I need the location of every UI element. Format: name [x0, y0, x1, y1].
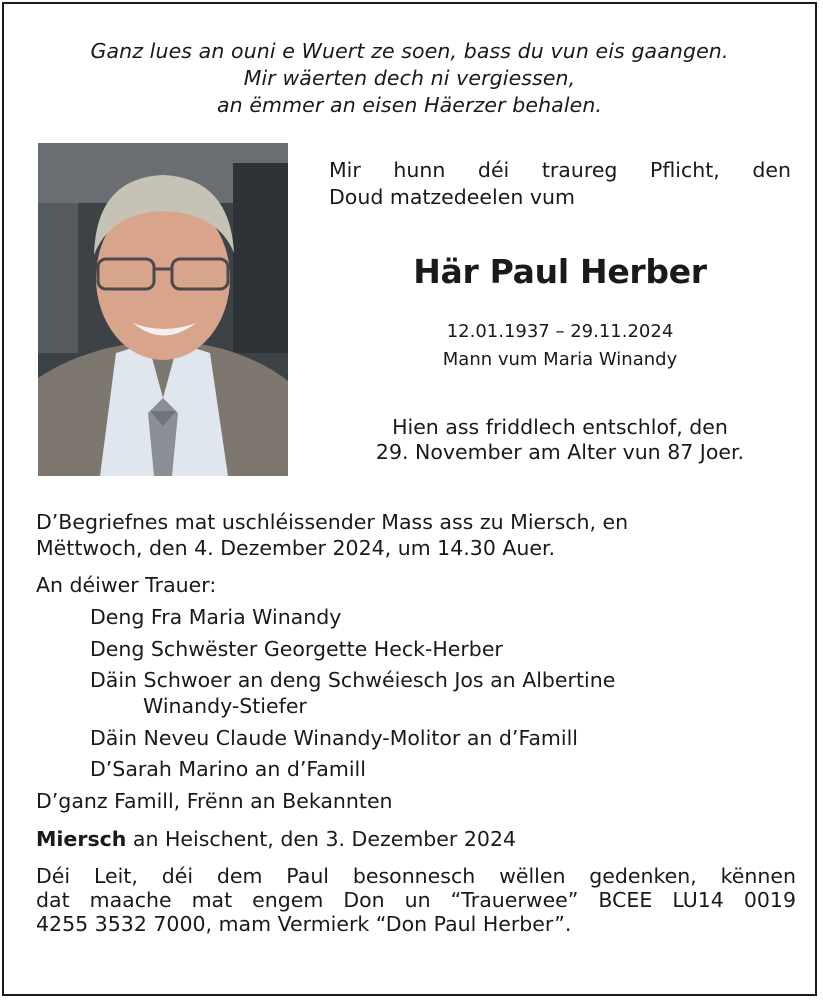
- place-name: Miersch: [36, 826, 127, 851]
- death-notice: [2, 2, 817, 996]
- mourner-line: Deng Schwëster Georgette Heck-Herber: [90, 636, 503, 661]
- verse-line: an ëmmer an eisen Häerzer behalen.: [216, 93, 603, 117]
- list-item: [36, 756, 796, 782]
- mourner-line-continued: Winandy-Stiefer: [143, 694, 307, 718]
- list-item: [36, 667, 796, 719]
- donation-info: [36, 864, 796, 936]
- mourner-line: Deng Fra Maria Winandy: [90, 605, 342, 629]
- mourner-line: D’Sarah Marino an d’Famill: [90, 757, 366, 781]
- memorial-verse: [4, 38, 815, 119]
- portrait-photo-icon: [38, 143, 288, 476]
- funeral-line: Mëttwoch, den 4. Dezember 2024, um 14.30 Auer.: [36, 536, 556, 560]
- passing-line: 29. November am Alter vun 87 Joer.: [375, 440, 745, 464]
- mourners-title: An déiwer Trauer:: [36, 573, 217, 597]
- lifespan-block: [310, 318, 810, 374]
- spouse-line: Mann vum Maria Winandy: [442, 349, 678, 370]
- mourners-list: [36, 604, 796, 782]
- verse-line: Ganz lues an ouni e Wuert ze soen, bass du vun eis gaangen.: [90, 39, 729, 63]
- donation-line: Déi Leit, déi dem Paul besonnesch wëllen gedenken, kënnen: [36, 863, 796, 888]
- verse-line: Mir wäerten dech ni vergiessen,: [243, 66, 576, 90]
- place-date: [36, 826, 796, 852]
- intro-line: Doud matzedeelen vum: [329, 185, 575, 209]
- list-item: [36, 725, 796, 751]
- donation-line: dat maache mat engem Don un “Trauerwee” BCEE LU14 0019: [36, 887, 796, 912]
- funeral-info: [36, 509, 796, 561]
- notice-body: [36, 509, 796, 936]
- place-date-text: an Heischent, den 3. Dezember 2024: [132, 826, 517, 851]
- passing-text: [310, 415, 810, 465]
- list-item: [36, 636, 796, 662]
- list-item: [36, 604, 796, 630]
- intro-text: [329, 157, 791, 211]
- intro-line: Mir hunn déi traureg Pflicht, den: [329, 158, 791, 182]
- mourner-line: Däin Neveu Claude Winandy-Molitor an d’Famill: [90, 725, 578, 750]
- portrait-photo: [38, 143, 288, 476]
- funeral-line: D’Begriefnes mat uschléissender Mass ass zu Miersch, en: [36, 510, 629, 534]
- passing-line: Hien ass friddlech entschlof, den: [392, 415, 728, 439]
- family-line: D’ganz Famill, Frënn an Bekannten: [36, 788, 393, 813]
- mourner-line: Däin Schwoer an deng Schwéiesch Jos an Albertine: [90, 668, 616, 692]
- deceased-name: Här Paul Herber: [413, 252, 707, 291]
- lifespan: 12.01.1937 – 29.11.2024: [446, 321, 674, 342]
- donation-line: 4255 3532 7000, mam Vermierk “Don Paul Herber”.: [36, 911, 572, 936]
